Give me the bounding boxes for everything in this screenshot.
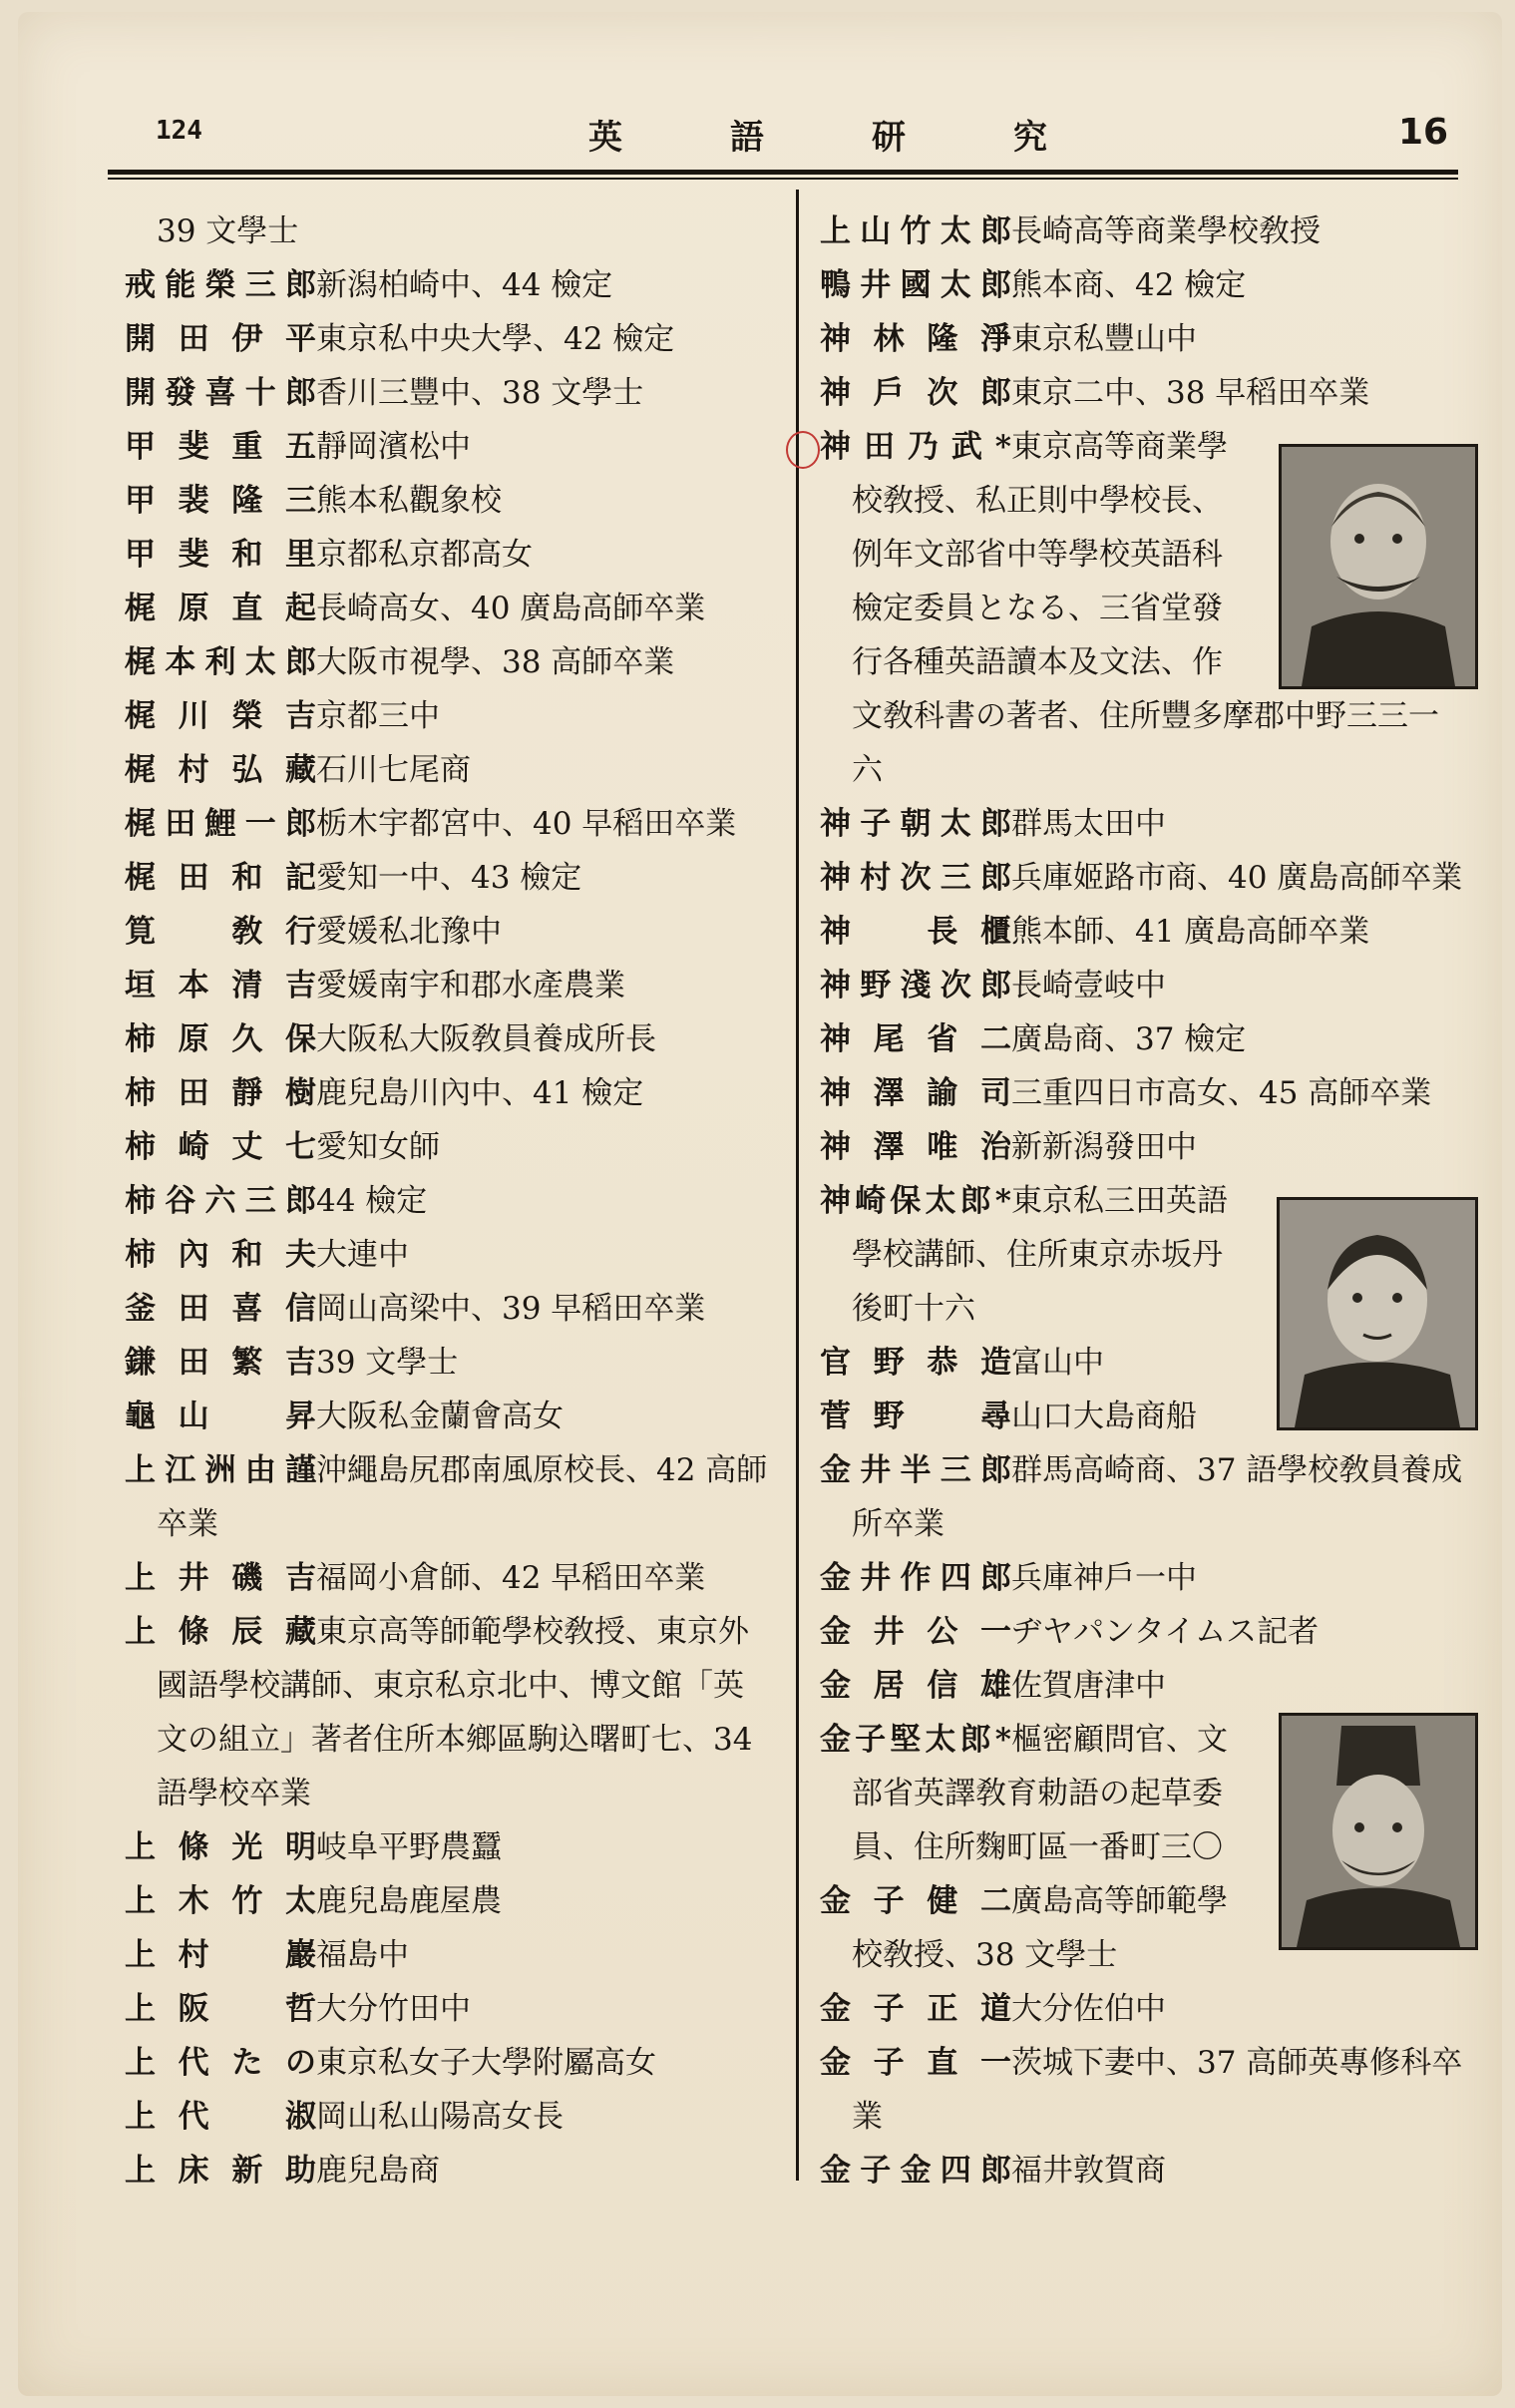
entry-name: 鴨井國太郎 (820, 267, 1011, 303)
entry-name: 戒能榮三郎 (125, 267, 316, 303)
entry-description: 沖繩島尻郡南風原校長、42 高師 (316, 1452, 768, 1488)
entry-row (125, 689, 783, 743)
entry-continuation: 行各種英語讀本及文法、作 (852, 644, 1223, 680)
entry-row (125, 1443, 783, 1497)
entry-continuation: 國語學校講師、東京私京北中、博文館「英 (157, 1668, 744, 1704)
entry-description: 香川三豐中、38 文學士 (316, 375, 644, 411)
entry-description: 愛知女師 (316, 1129, 440, 1165)
entry-name: 上木竹太 (125, 1883, 316, 1919)
header-rule-thin (108, 178, 1458, 180)
entry-name: 金子堅太郎* (820, 1722, 1011, 1758)
entry-continuation: 學校講師、住所東京赤坂丹 (852, 1237, 1223, 1273)
entry-name: 神林隆淨 (820, 321, 1011, 357)
entry-description: 東京私中央大學、42 檢定 (316, 321, 675, 357)
entry-row (125, 1982, 783, 2036)
title-char: 英 (588, 118, 622, 158)
entry-name: 上山竹太郎 (820, 213, 1011, 249)
portrait-icon (1282, 1716, 1475, 1947)
entry-continuation: 員、住所麴町區一番町三〇 (852, 1829, 1223, 1865)
entry-description: 鹿兒島川內中、41 檢定 (316, 1075, 644, 1111)
entry-description: 石川七尾商 (316, 752, 471, 788)
entry-description: 岡山私山陽高女長 (316, 2099, 564, 2135)
entry-description: 靜岡濱松中 (316, 429, 471, 465)
entry-description: 愛知一中、43 檢定 (316, 860, 582, 896)
portrait-photo (1279, 444, 1478, 689)
entry-description: 京都三中 (316, 698, 440, 734)
entry-continuation: 檢定委員となる、三省堂發 (852, 591, 1223, 626)
entry-row (125, 1874, 783, 1928)
entry-row (125, 1336, 783, 1390)
entry-row (820, 797, 1468, 851)
entry-row (125, 1390, 783, 1443)
column-divider (796, 190, 799, 2181)
left-column (125, 204, 783, 2198)
entry-row (125, 1012, 783, 1066)
entry-name: 金子金四郎 (820, 2153, 1011, 2189)
entry-name: 上床新助 (125, 2153, 316, 2189)
entry-description: 栃木宇都宮中、40 早稻田卒業 (316, 806, 737, 842)
entry-name: 神 長櫃 (820, 914, 1011, 950)
entry-continuation: 卒業 (157, 1506, 218, 1542)
entry-row (125, 258, 783, 312)
title-char: 語 (730, 118, 764, 158)
title-char: 研 (872, 118, 906, 158)
entry-continuation: 部省英譯敎育勅語の起草委 (852, 1776, 1223, 1811)
entry-name: 神村次三郎 (820, 860, 1011, 896)
entry-continuation: 例年文部省中等學校英語科 (852, 537, 1223, 573)
entry-name: 筧 敎行 (125, 914, 316, 950)
entry-description: 京都私京都高女 (316, 537, 533, 573)
entry-continuation: 校敎授、38 文學士 (852, 1937, 1118, 1973)
entry-name: 梶田和記 (125, 860, 316, 896)
entry-description: 東京私三田英語 (1011, 1183, 1228, 1219)
entry-continuation: 後町十六 (852, 1291, 975, 1327)
entry-row (820, 1982, 1468, 2036)
entry-description: 東京高等商業學 (1011, 429, 1228, 465)
entry-description: 熊本師、41 廣島高師卒業 (1011, 914, 1370, 950)
entry-continuation: 所卒業 (852, 1506, 945, 1542)
entry-name: 上條光明 (125, 1829, 316, 1865)
entry-name: 神子朝太郎 (820, 806, 1011, 842)
title-char: 究 (1013, 118, 1047, 158)
entry-row (125, 366, 783, 420)
entry-description: 長崎高等商業學校敎授 (1011, 213, 1321, 249)
entry-description: 熊本私觀象校 (316, 483, 502, 519)
entry-name: 甲斐重五 (125, 429, 316, 465)
running-title (588, 110, 1047, 170)
entry-row (820, 851, 1468, 905)
entry-description: 熊本商、42 檢定 (1011, 267, 1247, 303)
entry-continuation: 語學校卒業 (157, 1776, 311, 1811)
entry-row (820, 1605, 1468, 1659)
entry-name: 釜田喜信 (125, 1291, 316, 1327)
entry-row (820, 1120, 1468, 1174)
entry-row (820, 1066, 1468, 1120)
entry-name: 神野淺次郎 (820, 968, 1011, 1003)
entry-description: 東京私女子大學附屬高女 (316, 2045, 656, 2081)
entry-row (125, 797, 783, 851)
entry-description: 兵庫神戶一中 (1011, 1560, 1197, 1596)
entry-row (820, 1659, 1468, 1713)
entry-row (125, 2090, 783, 2144)
entry-description: 福岡小倉師、42 早稻田卒業 (316, 1560, 706, 1596)
entry-description: 鹿兒島商 (316, 2153, 440, 2189)
entry-row (820, 366, 1468, 420)
entry-name: 金子直一 (820, 2045, 1011, 2081)
section-heading: 39 文學士 (157, 213, 299, 249)
entry-row (125, 1820, 783, 1874)
entry-row (125, 905, 783, 959)
entry-name: 菅野 尋 (820, 1399, 1011, 1434)
entry-name: 上江洲由謹 (125, 1452, 316, 1488)
entry-name: 梶原直起 (125, 591, 316, 626)
entry-continuation: 業 (852, 2099, 883, 2135)
entry-description: 茨城下妻中、37 高師英專修科卒 (1011, 2045, 1463, 2081)
entry-name: 上井磯吉 (125, 1560, 316, 1596)
entry-name: 柿田靜樹 (125, 1075, 316, 1111)
entry-row (125, 1928, 783, 1982)
entry-description: 44 檢定 (316, 1183, 428, 1219)
entry-name: 上代たの (125, 2045, 316, 2081)
entry-description: 山口大島商船 (1011, 1399, 1197, 1434)
entry-description: 大分佐伯中 (1011, 1991, 1166, 2027)
entry-description: 群馬高崎商、37 語學校敎員養成 (1011, 1452, 1463, 1488)
entry-name: 金居信雄 (820, 1668, 1011, 1704)
entry-row (820, 905, 1468, 959)
entry-row (125, 582, 783, 635)
entry-row (125, 1066, 783, 1120)
entry-row (820, 959, 1468, 1012)
entry-row (125, 528, 783, 582)
entry-description: 福島中 (316, 1937, 409, 1973)
entry-continuation: 文敎科書の著者、住所豐多摩郡中野三三一 (852, 698, 1439, 734)
entry-row (125, 1605, 783, 1659)
entry-description: 東京二中、38 早稻田卒業 (1011, 375, 1370, 411)
header-rule (108, 170, 1458, 175)
entry-name: 上條辰藏 (125, 1614, 316, 1650)
portrait-photo (1277, 1197, 1478, 1430)
entry-description: 廣島高等師範學 (1011, 1883, 1228, 1919)
entry-description: 三重四日市高女、45 高師卒業 (1011, 1075, 1432, 1111)
entry-name: 柿崎丈七 (125, 1129, 316, 1165)
entry-description: 富山中 (1011, 1345, 1104, 1381)
entry-name: 神澤唯治 (820, 1129, 1011, 1165)
page-number-left: 124 (156, 116, 202, 146)
entry-description: 佐賀唐津中 (1011, 1668, 1166, 1704)
entry-row (820, 258, 1468, 312)
entry-name: 梶村弘藏 (125, 752, 316, 788)
entry-name: 柿原久保 (125, 1021, 316, 1057)
entry-row (125, 1174, 783, 1228)
entry-continuation: 文の組立」著者住所本鄉區駒込曙町七、34 (157, 1722, 753, 1758)
entry-name: 鎌田繁吉 (125, 1345, 316, 1381)
entry-row (820, 1551, 1468, 1605)
entry-name: 官野恭造 (820, 1345, 1011, 1381)
entry-description: 廣島商、37 檢定 (1011, 1021, 1247, 1057)
entry-description: 東京高等師範學校敎授、東京外 (316, 1614, 749, 1650)
entry-row (820, 2036, 1468, 2090)
entry-name: 金子正道 (820, 1991, 1011, 2027)
portrait-icon (1280, 1200, 1475, 1427)
entry-row (125, 312, 783, 366)
entry-name: 金子健二 (820, 1883, 1011, 1919)
entry-description: 群馬太田中 (1011, 806, 1166, 842)
entry-description: 長崎壹岐中 (1011, 968, 1166, 1003)
entry-name: 開發喜十郎 (125, 375, 316, 411)
entry-description: 樞密顧問官、文 (1011, 1722, 1228, 1758)
entry-description: 岡山高梁中、39 早稻田卒業 (316, 1291, 706, 1327)
entry-name: 上村 巖 (125, 1937, 316, 1973)
entry-description: ヂヤパンタイムス記者 (1011, 1614, 1320, 1650)
entry-row (125, 959, 783, 1012)
entry-name: 開田伊平 (125, 321, 316, 357)
entry-name: 上阪 哲 (125, 1991, 316, 2027)
entry-row (125, 1228, 783, 1282)
entry-row (125, 851, 783, 905)
entry-name: 柿谷六三郎 (125, 1183, 316, 1219)
entry-description: 鹿兒島鹿屋農 (316, 1883, 502, 1919)
portrait-icon (1282, 447, 1475, 686)
entry-description: 愛媛南宇和郡水產農業 (316, 968, 625, 1003)
entry-name: 神尾省二 (820, 1021, 1011, 1057)
entry-name: 金井公一 (820, 1614, 1011, 1650)
entry-row (125, 474, 783, 528)
entry-row (125, 635, 783, 689)
entry-continuation: 六 (852, 752, 883, 788)
entry-name: 柿內和夫 (125, 1237, 316, 1273)
entry-name: 金井半三郎 (820, 1452, 1011, 1488)
entry-row (125, 1282, 783, 1336)
entry-description: 大阪市視學、38 高師卒業 (316, 644, 675, 680)
entry-row (820, 2144, 1468, 2198)
entry-description: 39 文學士 (316, 1345, 459, 1381)
entry-description: 大阪私金蘭會高女 (316, 1399, 564, 1434)
entry-description: 岐阜平野農蠶 (316, 1829, 502, 1865)
entry-row (125, 420, 783, 474)
red-circle-mark (786, 431, 820, 469)
entry-name: 神崎保太郎* (820, 1183, 1011, 1219)
entry-row (820, 204, 1468, 258)
entry-description: 愛媛私北豫中 (316, 914, 502, 950)
entry-description: 東京私豐山中 (1011, 321, 1197, 357)
entry-row (125, 1120, 783, 1174)
entry-name: 垣本清吉 (125, 968, 316, 1003)
page-number-right: 16 (1398, 112, 1449, 153)
entry-description: 長崎高女、40 廣島高師卒業 (316, 591, 706, 626)
entry-name: 神田乃武* (820, 429, 1011, 465)
entry-description: 新新潟發田中 (1011, 1129, 1197, 1165)
entry-row (125, 1551, 783, 1605)
entry-name: 神澤諭司 (820, 1075, 1011, 1111)
entry-continuation: 校敎授、私正則中學校長、 (852, 483, 1223, 519)
entry-description: 福井敦賀商 (1011, 2153, 1166, 2189)
entry-row (125, 2144, 783, 2198)
entry-name: 上代 淑 (125, 2099, 316, 2135)
entry-name: 金井作四郎 (820, 1560, 1011, 1596)
entry-row (820, 312, 1468, 366)
entry-description: 大阪私大阪敎員養成所長 (316, 1021, 656, 1057)
entry-row (125, 743, 783, 797)
entry-name: 甲斐和里 (125, 537, 316, 573)
entry-row (125, 2036, 783, 2090)
entry-description: 兵庫姬路市商、40 廣島高師卒業 (1011, 860, 1463, 896)
entry-description: 大連中 (316, 1237, 409, 1273)
entry-row (820, 1012, 1468, 1066)
portrait-photo (1279, 1713, 1478, 1950)
entry-name: 梶川榮吉 (125, 698, 316, 734)
entry-description: 大分竹田中 (316, 1991, 471, 2027)
entry-row (820, 1443, 1468, 1497)
entry-name: 梶田鯉一郎 (125, 806, 316, 842)
entry-description: 新潟柏崎中、44 檢定 (316, 267, 613, 303)
entry-name: 神戶次郎 (820, 375, 1011, 411)
entry-name: 甲裴隆三 (125, 483, 316, 519)
entry-name: 龜山 昇 (125, 1399, 316, 1434)
entry-name: 梶本利太郎 (125, 644, 316, 680)
